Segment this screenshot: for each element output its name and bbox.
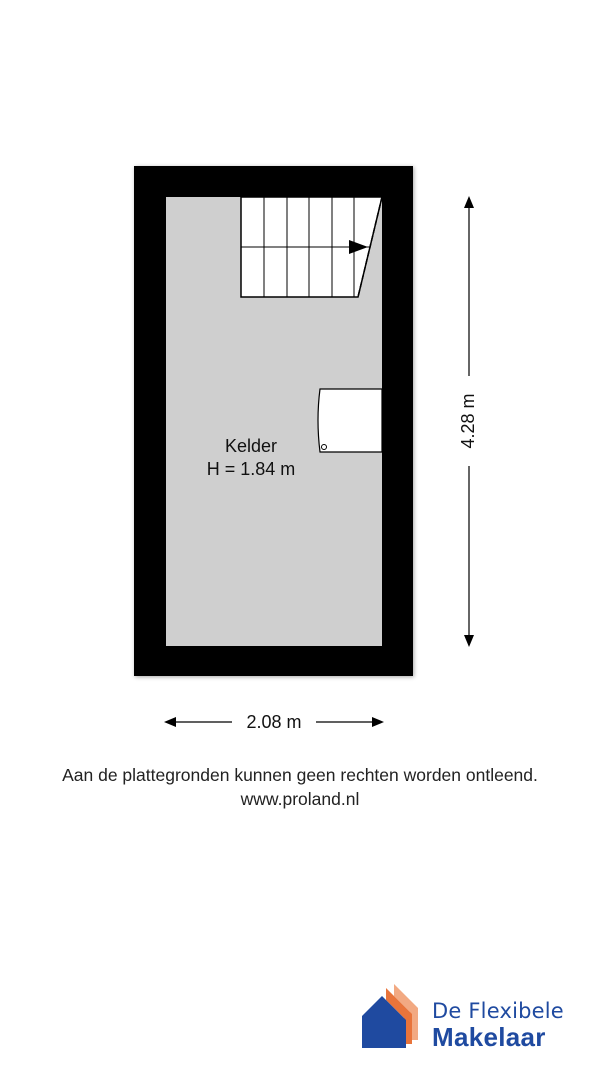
logo-line1-part1: De [432, 999, 469, 1023]
disclaimer-text: Aan de plattegronden kunnen geen rechten worden ontleend. [62, 765, 538, 785]
room-height: H = 1.84 m [206, 459, 296, 479]
company-logo [432, 1001, 564, 1050]
website-text: www.proland.nl [240, 789, 360, 809]
house-logo-icon [360, 982, 432, 1052]
depth-label: 4.28 m [457, 393, 478, 449]
logo-line2: Makelaar [432, 1022, 546, 1052]
room-name: Kelder [224, 436, 278, 456]
width-dimension [164, 712, 384, 732]
staircase [241, 197, 382, 297]
depth-dimension [458, 196, 478, 647]
width-label: 2.08 m [246, 712, 302, 732]
appliance-unit [318, 389, 382, 452]
logo-line1-part2: Flexibele [468, 999, 564, 1023]
